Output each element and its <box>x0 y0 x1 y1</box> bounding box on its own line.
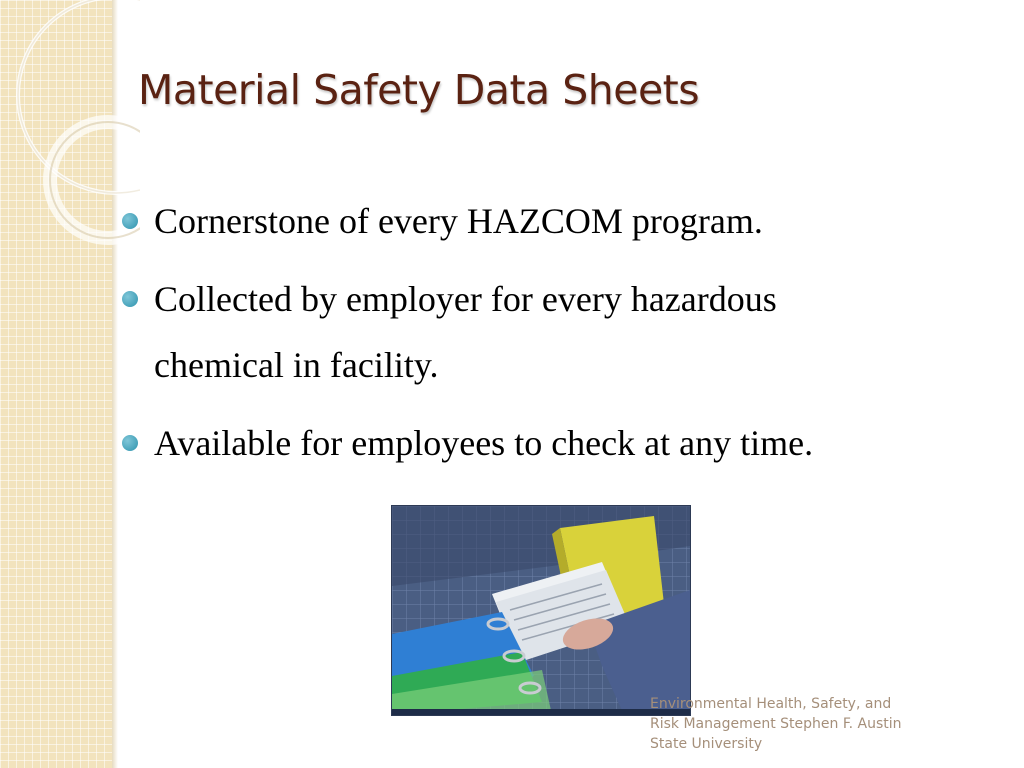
bullet-list <box>118 188 908 488</box>
photo-of-msds-binder-icon <box>392 506 690 715</box>
bullet-item <box>118 410 908 476</box>
bullet-item <box>118 188 908 254</box>
bullet-dot-icon <box>122 213 138 229</box>
slide-title: Material Safety Data Sheets <box>138 66 700 114</box>
bullet-item <box>118 266 908 398</box>
bullet-dot-icon <box>122 291 138 307</box>
bullet-text: Available for employees to check at any time. <box>154 423 814 463</box>
footer-attribution: Environmental Health, Safety, and Risk Management Stephen F. Austin State University <box>650 696 902 752</box>
bullet-dot-icon <box>122 435 138 451</box>
bullet-text: Cornerstone of every HAZCOM program. <box>154 201 763 241</box>
msds-binder-photo <box>391 505 691 716</box>
bullet-text: Collected by employer for every hazardous chemical in facility. <box>154 279 777 385</box>
